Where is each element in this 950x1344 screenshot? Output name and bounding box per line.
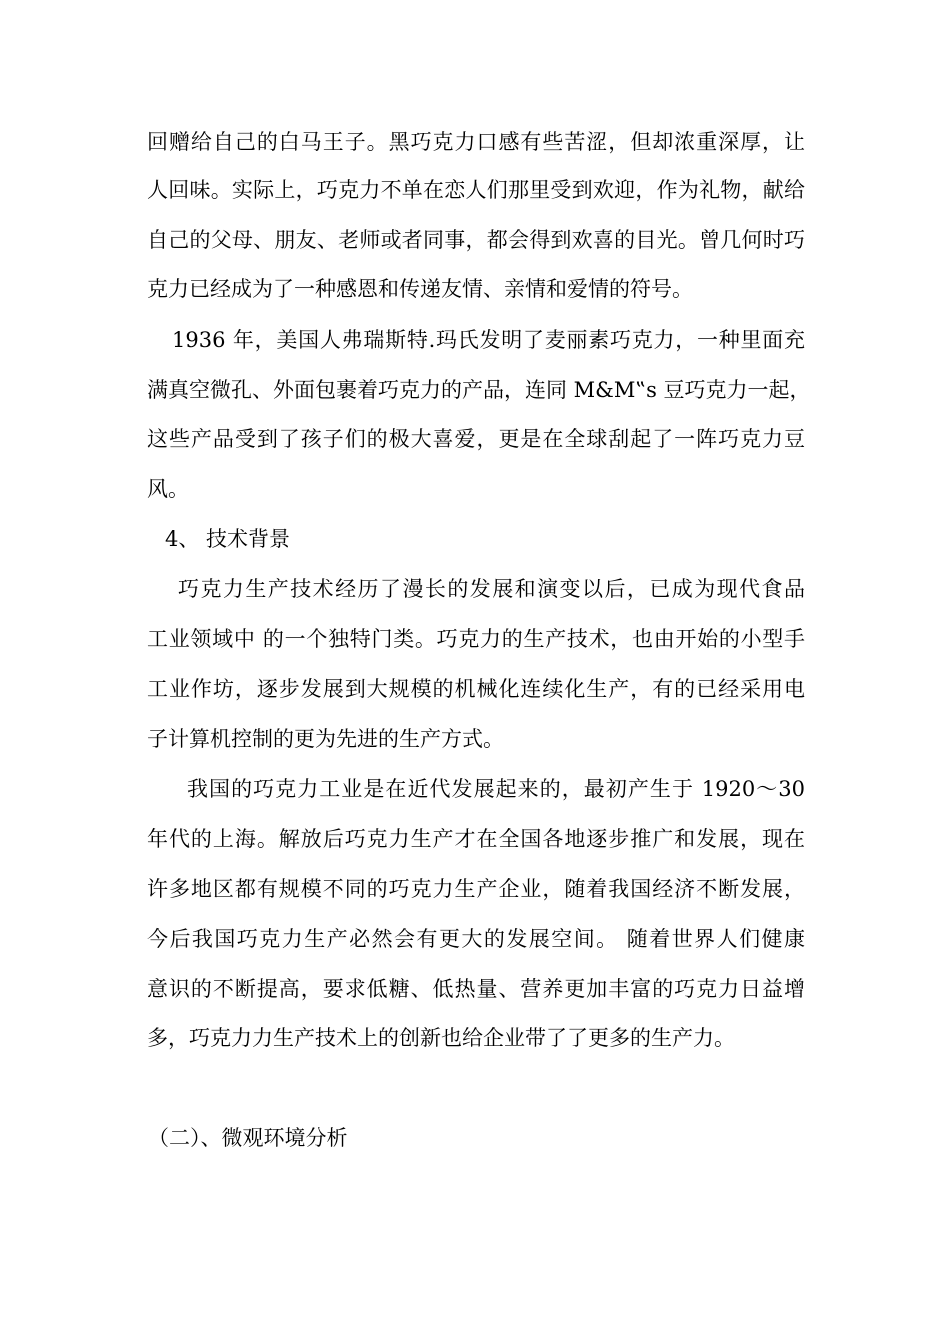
paragraph-line: 意识的不断提高，要求低糖、低热量、营养更加丰富的巧克力日益增 xyxy=(147,977,805,1001)
paragraph-line: 克力已经成为了一种感恩和传递友情、亲情和爱情的符号。 xyxy=(147,277,693,301)
paragraph-line: 1936 年，美国人弗瑞斯特.玛氏发明了麦丽素巧克力，一种里面充 xyxy=(172,328,805,352)
paragraph-line: 自己的父母、朋友、老师或者同事，都会得到欢喜的目光。曾几何时巧 xyxy=(147,228,805,252)
paragraph-line: 工业作坊，逐步发展到大规模的机械化连续化生产，有的已经采用电 xyxy=(147,677,805,701)
section-heading: 4、 技术背景 xyxy=(165,527,291,551)
paragraph-line: 我国的巧克力工业是在近代发展起来的，最初产生于 1920～30 xyxy=(187,777,805,801)
paragraph-line: 工业领域中 的一个独特门类。巧克力的生产技术，也由开始的小型手 xyxy=(147,627,805,651)
paragraph-line: 风。 xyxy=(147,477,189,501)
paragraph-line: 这些产品受到了孩子们的极大喜爱，更是在全球刮起了一阵巧克力豆 xyxy=(147,427,805,451)
paragraph-line: 年代的上海。解放后巧克力生产才在全国各地逐步推广和发展，现在 xyxy=(147,827,805,851)
section-heading: （二）、微观环境分析 xyxy=(148,1126,348,1150)
paragraph-line: 满真空微孔、外面包裹着巧克力的产品，连同 M&M‟s 豆巧克力一起， xyxy=(147,378,811,402)
paragraph-line: 巧克力生产技术经历了漫长的发展和演变以后，已成为现代食品 xyxy=(178,577,805,601)
paragraph-line: 今后我国巧克力生产必然会有更大的发展空间。 随着世界人们健康 xyxy=(147,927,805,951)
paragraph-line: 人回味。实际上，巧克力不单在恋人们那里受到欢迎，作为礼物，献给 xyxy=(147,178,805,202)
paragraph-line: 多，巧克力力生产技术上的创新也给企业带了了更多的生产力。 xyxy=(147,1026,735,1050)
paragraph-line: 回赠给自己的白马王子。黑巧克力口感有些苦涩，但却浓重深厚，让 xyxy=(147,130,805,154)
paragraph-line: 子计算机控制的更为先进的生产方式。 xyxy=(147,727,504,751)
paragraph-line: 许多地区都有规模不同的巧克力生产企业，随着我国经济不断发展， xyxy=(147,877,805,901)
